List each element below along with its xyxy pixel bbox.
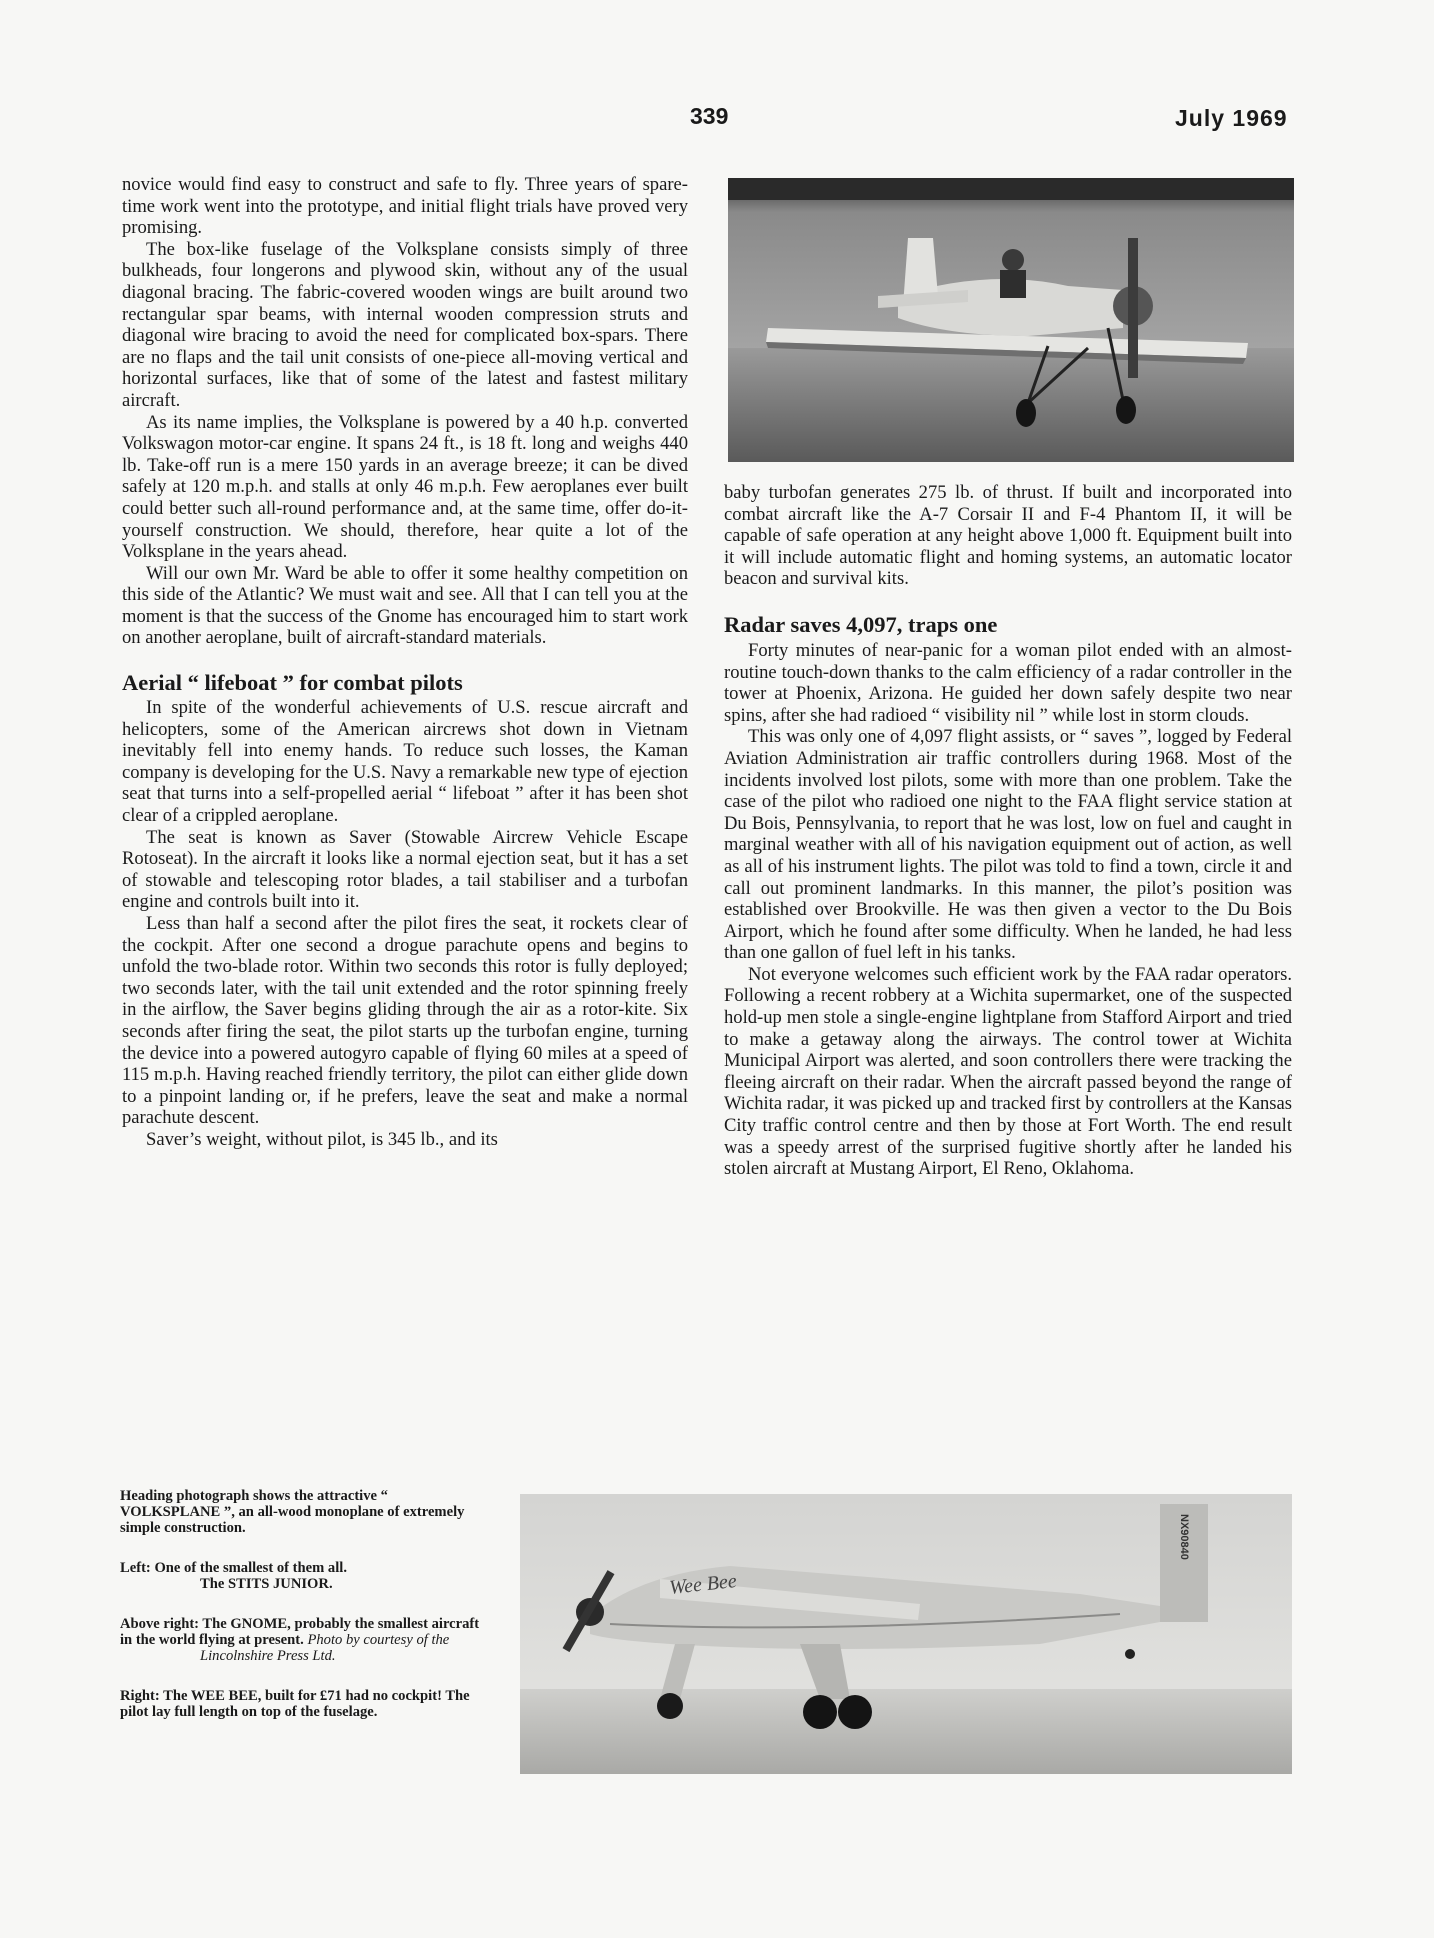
paragraph: Less than half a second after the pilot fires the seat, it rockets clear of the cockpit. After one second a drogue parachute opens and begins to unfold the two-blade rotor. Within two seconds this rotor is fully deployed; two seconds later, with the tail unit extended and the rotor spinning freely in the airflow, the Saver begins gliding through the air as a rotor-kite. Six seconds after firing the seat, the pilot starts up the turbofan engine, turning the device into a powered autogyro capable of flying 60 miles at a speed of 115 m.p.h. Having reached friendly territory, the pilot can either glide down to a pinpoint landing or, if he prefers, leave the seat and make a normal parachute descent. (122, 913, 688, 1129)
paragraph: Forty minutes of near-panic for a woman pilot ended with an almost-routine touch-down thanks to the calm efficiency of a radar controller in the tower at Phoenix, Arizona. He guided her down safely despite two near spins, after she had radioed “ visibility nil ” while lost in storm clouds. (724, 639, 1292, 726)
paragraph: The seat is known as Saver (Stowable Aircrew Vehicle Escape Rotoseat). In the aircraft it looks like a normal ejection seat, but it has a set of stowable and telescoping rotor blades, a tail stabiliser and a turbofan engine and controls built into it. (122, 826, 688, 913)
paragraph: In spite of the wonderful achievements of U.S. rescue aircraft and helicopters, some of the American aircrews shot down in Vietnam inevitably fell into enemy hands. To reduce such losses, the Kaman company is developing for the U.S. Navy a remarkable new type of ejection seat that turns into a self-propelled aerial “ lifeboat ” after it has been shot clear of a crippled aeroplane. (122, 697, 688, 827)
photo-captions (120, 1488, 486, 1744)
issue-date: July 1969 (1175, 105, 1288, 131)
right-column (724, 482, 1292, 1180)
wee-bee-aircraft-photo (520, 1494, 1292, 1774)
caption-heading-photo: Heading photograph shows the attractive “ VOLKSPLANE ”, an all-wood monoplane of extremely simple construction. (120, 1488, 465, 1536)
page-number: 339 (690, 103, 729, 129)
caption-left-line-1: Left: One of the smallest of them all. (120, 1560, 347, 1576)
caption-left-line-2: The STITS JUNIOR. (200, 1576, 333, 1592)
section-heading-radar-saves: Radar saves 4,097, traps one (724, 611, 998, 637)
caption-left (120, 1560, 486, 1592)
left-column (122, 174, 688, 1151)
paragraph: Saver’s weight, without pilot, is 345 lb., and its (146, 1128, 498, 1150)
section-heading-aerial-lifeboat: Aerial “ lifeboat ” for combat pilots (122, 670, 463, 696)
tail-registration: NX90840 (1178, 1514, 1190, 1560)
caption-right: Right: The WEE BEE, built for £71 had no cockpit! The pilot lay full length on top of the fuselage. (120, 1688, 470, 1720)
paragraph: Will our own Mr. Ward be able to offer it some healthy competition on this side of the Atlantic? We must wait and see. All that I can tell you at the moment is that the success of the Gnome has encouraged him to start work on another aeroplane, built of aircraft-standard materials. (122, 562, 688, 649)
paragraph: baby turbofan generates 275 lb. of thrust. If built and incorporated into combat aircraft like the A-7 Corsair II and F-4 Phantom II, it will be capable of safe operation at any height above 1,000 ft. Equipment built into it will include automatic flight and homing systems, an automatic locator beacon and survival kits. (724, 482, 1292, 590)
gnome-aircraft-photo (728, 178, 1294, 462)
paragraph: Not everyone welcomes such efficient work by the FAA radar operators. Following a recent robbery at a Wichita supermarket, one of the suspected hold-up men stole a single-engine lightplane from Stafford Airport and tried to make a getaway along the airways. The control tower at Wichita Municipal Airport was alerted, and soon controllers there were tracking the fleeing aircraft on their radar. When the aircraft passed beyond the range of Wichita radar, it was picked up and tracked first by controllers at the Kansas City traffic control centre and then by those at Fort Worth. The end result was a speedy arrest of the surprised fugitive shortly after he landed his stolen aircraft at Mustang Airport, El Reno, Oklahoma. (724, 963, 1292, 1180)
caption-above-right (120, 1616, 486, 1664)
caption-photo-credit-line-2: Lincolnshire Press Ltd. (200, 1648, 336, 1664)
paragraph: As its name implies, the Volksplane is powered by a 40 h.p. converted Volkswagon motor-car engine. It spans 24 ft., is 18 ft. long and weighs 440 lb. Take-off run is a mere 150 yards in an average breeze; it can be dived safely at 120 m.p.h. and stalls at only 46 m.p.h. Few aeroplanes ever built could better such all-round performance and, at the same time, offer do-it-yourself construction. We should, therefore, hear quite a lot of the Volksplane in the years ahead. (122, 411, 688, 563)
paragraph: The box-like fuselage of the Volksplane consists simply of three bulkheads, four longerons and plywood skin, without any of the usual diagonal bracing. The fabric-covered wooden wings are built around two rectangular spar beams, with internal wooden compression struts and diagonal wire bracing to avoid the need for complicated box-spars. There are no flaps and the tail unit consists of one-piece all-moving vertical and horizontal surfaces, like that of some of the latest and fastest military aircraft. (122, 238, 688, 411)
fuselage-lettering: Wee Bee (668, 1570, 738, 1599)
paragraph: novice would find easy to construct and safe to fly. Three years of spare-time work went into the prototype, and initial flight trials have proved very promising. (122, 174, 688, 239)
paragraph: This was only one of 4,097 flight assists, or “ saves ”, logged by Federal Aviation Administration air traffic controllers during 1968. Most of the incidents involved lost pilots, some with more than one problem. Take the case of the pilot who radioed one night to the FAA flight service station at Du Bois, Pennsylvania, to report that he was lost, low on fuel and caught in marginal weather with all of his navigation equipment out of action, as well as all of his instrument lights. The pilot was told to find a town, circle it and call out prominent landmarks. In this manner, the pilot’s position was established over Brookville. He was then given a vector to the Du Bois Airport, which he found after some difficulty. When he landed, he had less than one gallon of fuel left in his tanks. (724, 726, 1292, 964)
caption-photo-credit: Photo by courtesy of the (307, 1632, 450, 1648)
caption-above-right-text: Above right: The GNOME, probably the smallest aircraft in the world flying at present. (120, 1616, 480, 1648)
